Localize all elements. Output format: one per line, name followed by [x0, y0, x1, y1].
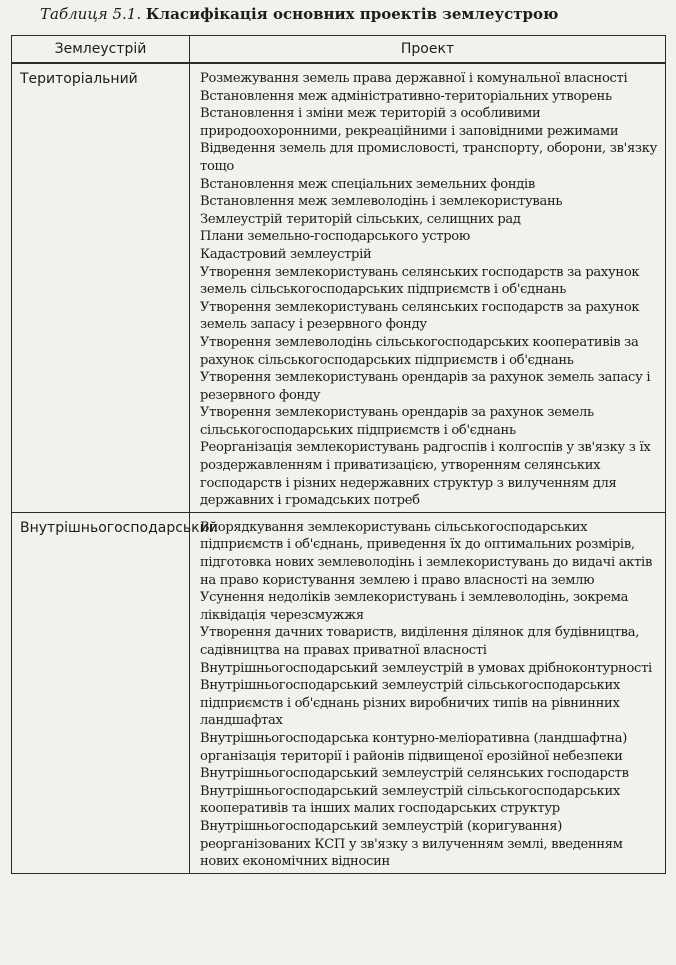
project-item: Встановлення меж адміністративно-територіальних утворень [200, 88, 612, 104]
project-list-on-farm [190, 513, 665, 873]
category-territorial: Територіальний [20, 71, 138, 87]
table-row-on-farm [12, 512, 666, 873]
category-cell [12, 63, 190, 512]
project-item: Реорганізація землекористувань радгоспів і колгоспів у зв'язку з їх роздержавленням і приватизацією, утворенням селянських господарств і різних недержавних структур з вилученням для державних і громадських потреб [200, 440, 651, 509]
project-item: Внутрішньогосподарський землеустрій в умовах дрібноконтурності [200, 660, 652, 676]
project-list-territorial [190, 64, 665, 512]
project-item: Утворення дачних товариств, виділення ділянок для будівництва, садівництва на правах приватної власності [200, 625, 640, 658]
project-item: Утворення землекористувань селянських господарств за рахунок земель запасу і резервного фонду [200, 299, 640, 333]
category-on-farm: Внутрішньогосподарський [20, 519, 218, 536]
project-item: Встановлення меж землеволодінь і землекористувань [200, 194, 563, 210]
project-item: Утворення землеволодінь сільськогосподарських кооперативів за рахунок сільськогосподарських підприємств і об'єднань [200, 334, 639, 368]
category-cell [12, 512, 218, 873]
project-item: Утворення землекористувань селянських господарств за рахунок земель сільськогосподарських підприємств і об'єднань [200, 264, 640, 298]
table-row-territorial [12, 63, 666, 512]
project-item: Кадастровий землеустрій [200, 246, 372, 262]
project-item: Впорядкування землекористувань сільськогосподарських підприємств і об'єднань, приведення їх до оптимальних розмірів, підготовка нових землеволодінь і землекористувань до видачі актів на право користування землею і право власності на землю [200, 519, 653, 588]
project-item: Внутрішньогосподарський землеустрій сільськогосподарських підприємств і об'єднань різних виробничих типів на рівнинних ландшафтах [200, 678, 620, 729]
project-item: Розмежування земель права державної і комунальної власності [200, 71, 628, 86]
project-item: Внутрішньогосподарський землеустрій сільськогосподарських кооперативів та інших малих господарських структур [200, 783, 620, 817]
classification-table [11, 35, 666, 874]
project-item: Утворення землекористувань орендарів за рахунок земель сільськогосподарських підприємств і об'єднань [200, 405, 594, 438]
project-item: Встановлення меж спеціальних земельних фондів [200, 176, 535, 192]
project-item: Утворення землекористувань орендарів за рахунок земель запасу і резервного фонду [200, 370, 651, 403]
project-item: Землеустрій територій сільських, селищних рад [200, 211, 521, 227]
table-caption [40, 5, 558, 23]
header-row [12, 36, 666, 64]
project-item: Встановлення і зміни меж територій з особливими природоохоронними, рекреаційними і заповідними режимами [200, 106, 619, 139]
table-title: Класифікація основних проектів землеустрою [145, 5, 559, 23]
project-item: Внутрішньогосподарська контурно-меліоративна (ландшафтна) організація території і районів підвищеної ерозійної небезпеки [200, 730, 628, 764]
project-item: Усунення недоліків землекористувань і землеволодінь, зокрема ліквідація черезсмужжя [200, 590, 629, 623]
header-project: Проект [190, 36, 666, 64]
project-item: Внутрішньогосподарський землеустрій селянських господарств [200, 766, 629, 782]
projects-cell [190, 512, 666, 873]
project-item: Внутрішньогосподарський землеустрій (коригування) реорганізованих КСП у зв'язку з вилученням землі, введенням нових економічних відносин [200, 818, 623, 870]
table-number: Таблиця 5.1. [40, 5, 142, 23]
projects-cell [190, 63, 666, 512]
header-land-management: Землеустрій [12, 36, 190, 64]
project-item: Плани земельно-господарського устрою [200, 229, 470, 245]
project-item: Відведення земель для промисловості, транспорту, оборони, зв'язку тощо [200, 141, 658, 174]
